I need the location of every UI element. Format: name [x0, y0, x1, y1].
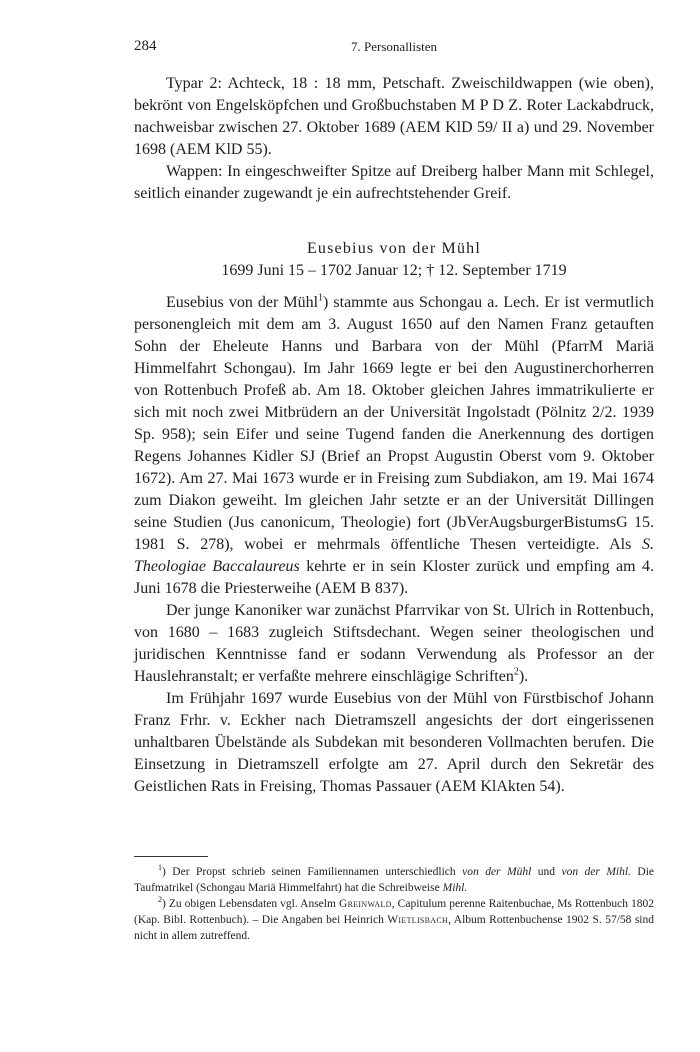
body-text: ) stammte aus Schongau a. Lech. Er ist vermutlich personengleich mit dem am 3. August 1650 auf den Namen Franz getauften Sohn der Eheleute Hanns und Barbara von der Mühl (PfarrM Mariä Himmelfahrt Schongau). Im Jahr 1669 legte er bei den Augustinerchorherren von Rottenbuch Profeß ab. Am 18. Oktober gleichen Jahres immatrikulierte er sich mit noch zwei Mitbrüdern an der Universität Ingolstadt (Pölnitz 2/2. 1939 Sp. 958); sein Eifer und seine Tugend fanden die Anerkennung des dortigen Regens Johannes Kidler SJ (Brief an Propst Augustin Oberst vom 9. Oktober 1672). Am 27. Mai 1673 wurde er in Freising zum Subdiakon, am 19. Mai 1674 zum Diakon geweiht. Im gleichen Jahr setzte er an der Universität Dillingen seine Studien (Jus canonicum, Theologie) fort (JbVerAugsburgerBistumsG 15. 1981 S. 278), wobei er mehrmals öffentliche Thesen verteidigte. Als [134, 294, 655, 553]
footnote-rule [134, 856, 208, 857]
body-paragraph-1 [134, 292, 654, 600]
footnote-1 [134, 864, 654, 896]
entry-heading [134, 238, 654, 282]
footnote-text: und [531, 866, 562, 878]
footnotes [134, 864, 654, 944]
body-text: Eusebius von der Mühl [166, 294, 319, 311]
seal-paragraph-typar: Typar 2: Achteck, 18 : 18 mm, Petschaft. Zweischildwappen (wie oben), bekrönt von Engelsköpfchen und Großbuchstaben M P D Z. Roter Lackabdruck, nachweisbar zwischen 27. Oktober 1689 (AEM KlD 59/ II a) und 29. November 1698 (AEM KlD 55). [134, 75, 654, 158]
entry-name: Eusebius von der Mühl [306, 240, 482, 257]
footnote-italic: Mihl. [442, 882, 468, 894]
footnote-text: ) Der Propst schrieb seinen Familiennamen unterschiedlich [162, 866, 463, 878]
footnote-author: Greinwald [338, 898, 392, 910]
seal-paragraph-wappen: Wappen: In eingeschweifter Spitze auf Dreiberg halber Mann mit Schlegel, seitlich einander zugewandt je ein aufrechtstehender Greif. [134, 163, 654, 202]
body-paragraph-2 [134, 600, 654, 688]
running-head: 7. Personallisten [351, 39, 437, 54]
page-number: 284 [134, 38, 157, 54]
footnote-text: , Capitulum perenne Raitenbuchae, Ms Rottenbuch 1802 (Kap. Bibl. Rottenbuch). – Die Angaben bei Heinrich [134, 898, 654, 926]
footnote-2 [134, 896, 654, 944]
body-text: kehrte er in sein Kloster zurück und empfing am 4. Juni 1678 die Priesterweihe (AEM B 837). [134, 558, 655, 597]
entry-dates: 1699 Juni 15 – 1702 Januar 12; † 12. September 1719 [221, 262, 567, 279]
page-header [134, 38, 654, 58]
footnote-mark: 2 [158, 895, 162, 905]
body-text: Der junge Kanoniker war zunächst Pfarrvikar von St. Ulrich in Rottenbuch, von 1680 – 1683 zugleich Stiftsdechant. Wegen seiner theologischen und juridischen Kenntnisse fand er sodann Verwendung als Professor an der Hauslehranstalt; er verfaßte mehrere einschlägige Schriften [134, 602, 654, 685]
footnote-mark: 1 [158, 863, 162, 873]
footnote-italic: von der Mihl. [561, 866, 631, 878]
footnote-text: ) Zu obigen Lebensdaten vgl. Anselm [162, 898, 339, 910]
footnote-italic: von der Mühl [462, 866, 532, 878]
footnote-author: Wietlisbach [387, 914, 449, 926]
footnote-text: , Album Rottenbuchense 1902 S. 57/58 sind nicht in allem zutreffend. [134, 914, 654, 942]
footnote-ref-1: 1 [318, 292, 324, 304]
italic-degree: S. Theologiae Baccalaureus [134, 536, 654, 575]
seal-description [134, 73, 654, 205]
footnote-ref-2: 2 [513, 666, 519, 678]
body-text: ). [518, 668, 529, 685]
body-paragraph-3: Im Frühjahr 1697 wurde Eusebius von der Mühl von Fürstbischof Johann Franz Frhr. v. Eckher nach Dietramszell angesichts der dort eingerissenen unhaltbaren Übelstände als Subdekan mit besonderen Vollmachten berufen. Die Einsetzung in Dietramszell erfolgte am 27. April durch den Sekretär des Geistlichen Rats in Freising, Thomas Passauer (AEM KlAkten 54). [134, 690, 654, 795]
entry-body [134, 292, 654, 798]
footnote-text: Die Taufmatrikel (Schongau Mariä Himmelfahrt) hat die Schreibweise [134, 866, 655, 894]
